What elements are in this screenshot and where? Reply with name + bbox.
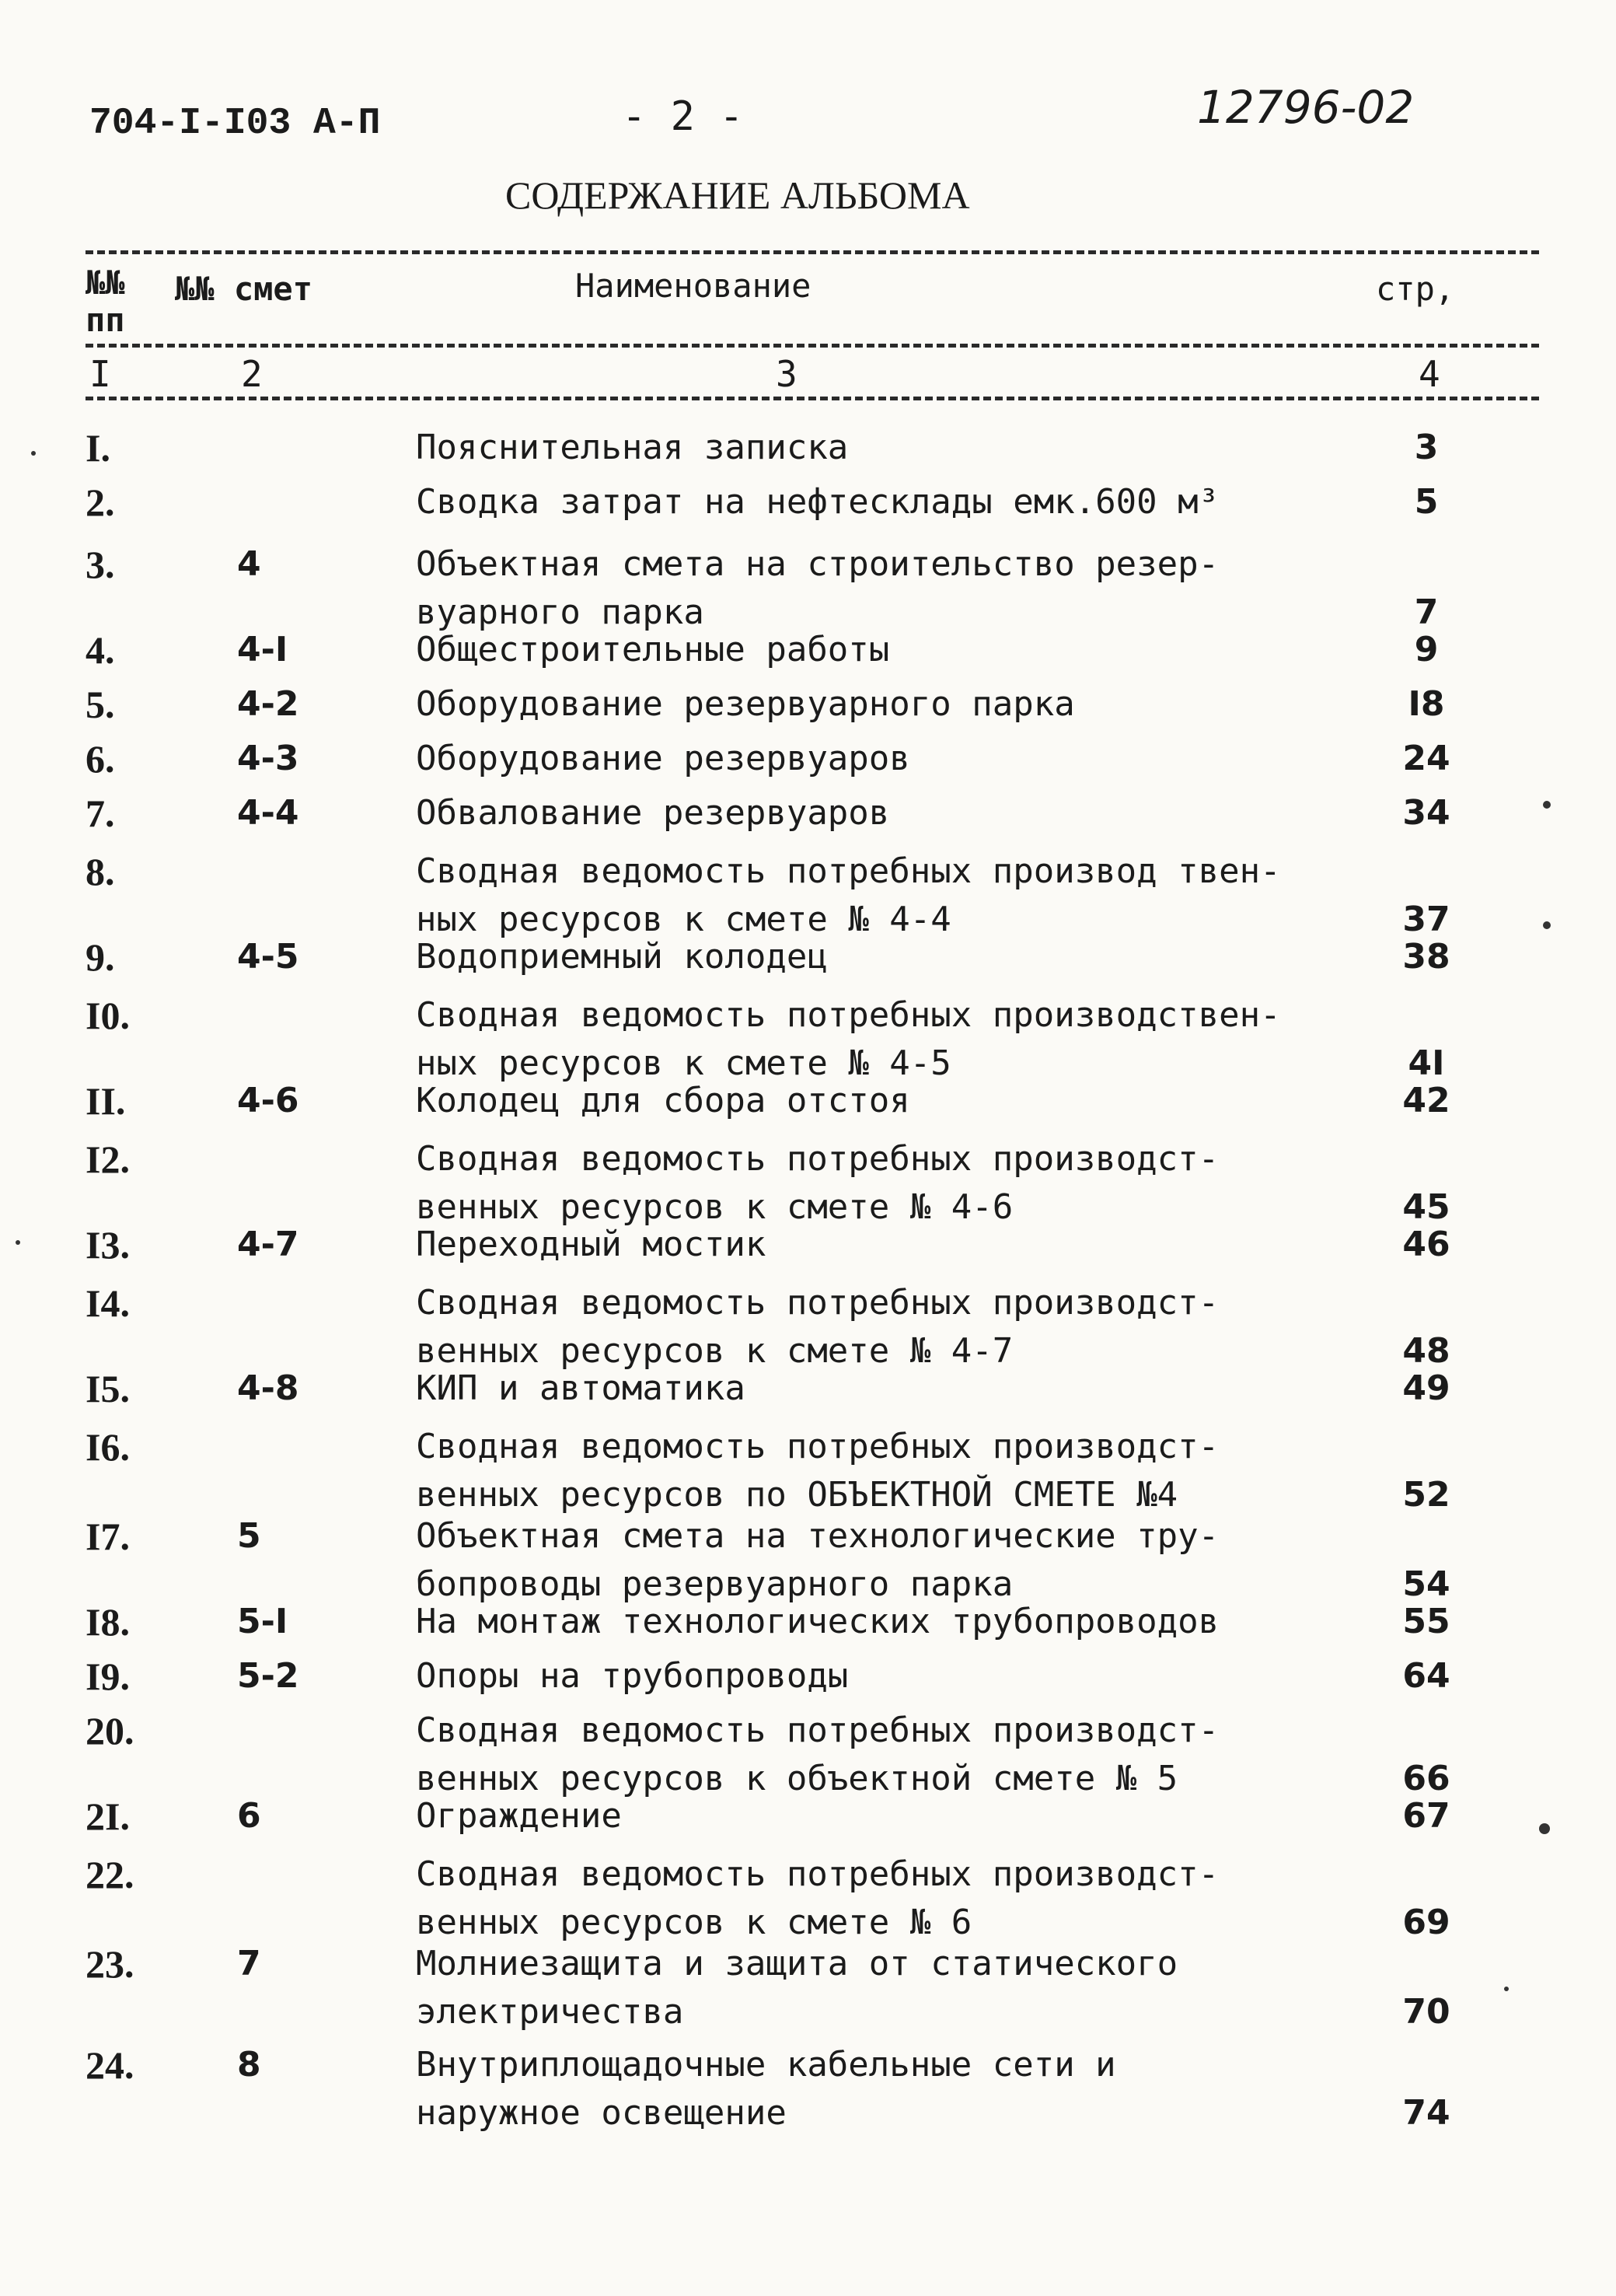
row-name: Колодец для сбора отстоя [416, 1081, 910, 1120]
row-name: Пояснительная записка [416, 428, 849, 467]
row-page: 38 [1402, 937, 1450, 977]
row-estimate: 4-6 [237, 1081, 299, 1120]
row-page: 45 [1402, 1187, 1450, 1227]
colnum-rule [86, 397, 1539, 400]
row-estimate: 8 [237, 2045, 261, 2085]
scan-speck [1543, 921, 1551, 929]
row-page: I8 [1408, 684, 1445, 724]
row-name: Внутриплощадочные кабельные сети и наружное освещение [416, 2045, 1116, 2133]
row-page: 5 [1414, 482, 1439, 522]
row-name: Молниезащита и защита от статического электричества [416, 1944, 1178, 2032]
row-page: 48 [1402, 1331, 1450, 1371]
row-estimate: 4-8 [237, 1368, 299, 1408]
row-number: 22. [86, 1853, 134, 1896]
row-name: Сводная ведомость потребных производст- венных ресурсов к смете № 4-7 [416, 1283, 1220, 1371]
row-name: Общестроительные работы [416, 630, 890, 669]
row-name: Сводная ведомость потребных производст- венных ресурсов к объектной смете № 5 [416, 1711, 1220, 1798]
row-name: На монтаж технологических трубопроводов [416, 1602, 1220, 1641]
row-name: Объектная смета на технологические тру- бопроводы резервуарного парка [416, 1516, 1220, 1604]
row-number: 8. [86, 850, 115, 893]
header-num: №№ пп [86, 264, 125, 339]
row-estimate: 4-2 [237, 684, 299, 724]
row-page: 67 [1402, 1796, 1450, 1836]
scan-speck [1543, 801, 1551, 809]
colnum-3: 3 [776, 353, 798, 395]
header-estimate: №№ смет [175, 270, 313, 308]
row-page: 4I [1408, 1043, 1445, 1083]
row-page: 70 [1402, 1992, 1450, 2032]
row-number: 6. [86, 737, 115, 781]
header-rule [86, 344, 1539, 348]
row-name: Сводная ведомость потребных производст- венных ресурсов по ОБЪЕКТНОЙ СМЕТЕ №4 [416, 1427, 1220, 1515]
row-name: Оборудование резервуарного парка [416, 684, 1075, 724]
scan-speck [31, 451, 36, 456]
row-page: 55 [1402, 1602, 1450, 1641]
row-name: Объектная смета на строительство резер- вуарного парка [416, 544, 1220, 632]
row-name: Сводная ведомость потребных производствен- ных ресурсов к смете № 4-5 [416, 995, 1281, 1083]
row-name: Водоприемный колодец [416, 937, 828, 977]
row-name: Переходный мостик [416, 1225, 766, 1264]
row-name: КИП и автоматика [416, 1368, 745, 1408]
row-number: 3. [86, 543, 115, 586]
scan-speck [1539, 1823, 1550, 1834]
row-name: Сводная ведомость потребных производст- венных ресурсов к смете № 4-6 [416, 1139, 1220, 1227]
row-number: I7. [86, 1515, 130, 1558]
archive-number: 12796-02 [1197, 81, 1415, 134]
row-page: 3 [1414, 428, 1439, 467]
row-page: 52 [1402, 1475, 1450, 1515]
page-number: - 2 - [622, 93, 744, 140]
colnum-4: 4 [1419, 353, 1440, 395]
row-page: 64 [1402, 1656, 1450, 1696]
row-number: I5. [86, 1367, 130, 1410]
row-estimate: 7 [237, 1944, 261, 1983]
row-number: I. [86, 426, 110, 470]
row-number: 23. [86, 1942, 134, 1986]
row-estimate: 4-3 [237, 739, 299, 778]
row-name: Сводка затрат на нефтесклады емк.600 м³ [416, 482, 1220, 522]
row-estimate: 5 [237, 1516, 261, 1556]
row-page: 74 [1402, 2093, 1450, 2133]
header-name: Наименование [575, 267, 811, 305]
row-name: Опоры на трубопроводы [416, 1656, 849, 1696]
row-page: 69 [1402, 1903, 1450, 1942]
row-estimate: 6 [237, 1796, 261, 1836]
row-number: 20. [86, 1709, 134, 1753]
row-name: Обвалование резервуаров [416, 793, 890, 833]
row-name: Ограждение [416, 1796, 622, 1836]
scan-speck [1504, 1987, 1509, 1991]
row-estimate: 4 [237, 544, 261, 584]
row-page: 37 [1402, 900, 1450, 939]
row-number: 4. [86, 628, 115, 672]
row-page: 54 [1402, 1564, 1450, 1604]
row-page: 46 [1402, 1225, 1450, 1264]
colnum-2: 2 [241, 353, 263, 395]
colnum-1: I [89, 353, 111, 395]
row-number: 2. [86, 481, 115, 524]
row-number: I6. [86, 1425, 130, 1469]
table-top-rule [86, 250, 1539, 254]
row-number: I9. [86, 1655, 130, 1698]
row-page: 24 [1402, 739, 1450, 778]
row-number: 24. [86, 2043, 134, 2087]
page-title: СОДЕРЖАНИЕ АЛЬБОМА [505, 173, 970, 217]
row-page: 49 [1402, 1368, 1450, 1408]
row-page: 9 [1414, 630, 1439, 669]
row-page: 34 [1402, 793, 1450, 833]
row-number: I0. [86, 994, 130, 1037]
header-page: стр, [1376, 270, 1455, 308]
row-name: Сводная ведомость потребных производ твен- ных ресурсов к смете № 4-4 [416, 851, 1281, 939]
row-number: 9. [86, 935, 115, 979]
row-name: Оборудование резервуаров [416, 739, 910, 778]
row-number: 7. [86, 792, 115, 835]
row-number: 2I. [86, 1795, 130, 1838]
row-number: II. [86, 1079, 126, 1123]
row-page: 66 [1402, 1759, 1450, 1798]
row-estimate: 4-7 [237, 1225, 299, 1264]
row-number: 5. [86, 683, 115, 726]
row-name: Сводная ведомость потребных производст- венных ресурсов к смете № 6 [416, 1854, 1220, 1942]
row-estimate: 5-2 [237, 1656, 299, 1696]
row-number: I4. [86, 1281, 130, 1325]
row-estimate: 4-5 [237, 937, 299, 977]
row-estimate: 5-I [237, 1602, 288, 1641]
row-page: 42 [1402, 1081, 1450, 1120]
scan-speck [16, 1240, 20, 1245]
row-number: I3. [86, 1223, 130, 1267]
row-number: I2. [86, 1138, 130, 1181]
row-page: 7 [1414, 592, 1439, 632]
row-estimate: 4-I [237, 630, 288, 669]
row-estimate: 4-4 [237, 793, 299, 833]
document-code: 704-I-I03 А-П [89, 103, 381, 145]
row-number: I8. [86, 1600, 130, 1644]
